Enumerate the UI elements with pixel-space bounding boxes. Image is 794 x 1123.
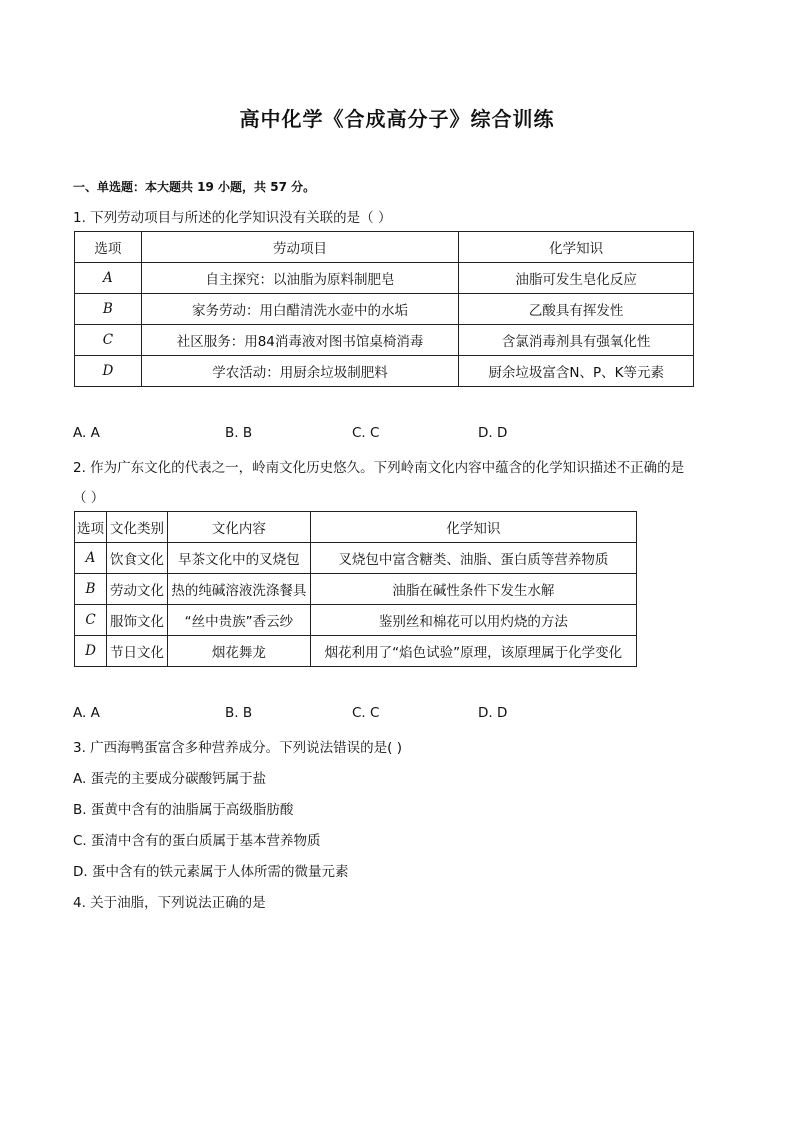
table-header-cell: 化学知识 bbox=[310, 512, 636, 543]
table-row bbox=[75, 294, 694, 325]
table-cell: 热的纯碱溶液洗涤餐具 bbox=[167, 574, 310, 605]
table-row bbox=[75, 356, 694, 387]
table-row bbox=[75, 605, 637, 636]
table-cell: A bbox=[75, 263, 142, 294]
option-b[interactable]: B. B bbox=[225, 425, 253, 441]
table-cell: 油脂在碱性条件下发生水解 bbox=[310, 574, 636, 605]
option-a[interactable]: A. 蛋壳的主要成分碳酸钙属于盐 bbox=[73, 771, 267, 787]
table-cell: 服饰文化 bbox=[107, 605, 168, 636]
table-header-row bbox=[75, 512, 637, 543]
table-row bbox=[75, 574, 637, 605]
table-cell: 学农活动：用厨余垃圾制肥料 bbox=[141, 356, 459, 387]
table-cell: 乙酸具有挥发性 bbox=[459, 294, 694, 325]
option-c[interactable]: C. C bbox=[352, 425, 380, 441]
question-2-options bbox=[73, 705, 773, 725]
option-c[interactable]: C. C bbox=[352, 705, 380, 721]
option-d[interactable]: D. D bbox=[478, 425, 508, 441]
table-cell: 叉烧包中富含糖类、油脂、蛋白质等营养物质 bbox=[310, 543, 636, 574]
option-b[interactable]: B. 蛋黄中含有的油脂属于高级脂肪酸 bbox=[73, 802, 294, 818]
table-row bbox=[75, 325, 694, 356]
option-d[interactable]: D. D bbox=[478, 705, 508, 721]
question-3-stem: 3. 广西海鸭蛋富含多种营养成分。下列说法错误的是( ) bbox=[73, 740, 402, 756]
table-cell: 含氯消毒剂具有强氧化性 bbox=[459, 325, 694, 356]
table-cell: D bbox=[75, 636, 107, 667]
option-d[interactable]: D. 蛋中含有的铁元素属于人体所需的微量元素 bbox=[73, 864, 349, 880]
table-cell: 劳动文化 bbox=[107, 574, 168, 605]
table-header-cell: 文化类别 bbox=[107, 512, 168, 543]
table-cell: D bbox=[75, 356, 142, 387]
table-row bbox=[75, 543, 637, 574]
table-cell: B bbox=[75, 294, 142, 325]
option-a[interactable]: A. A bbox=[73, 705, 100, 721]
table-header-cell: 选项 bbox=[75, 512, 107, 543]
table-cell: 厨余垃圾富含N、P、K等元素 bbox=[459, 356, 694, 387]
table-cell: 节日文化 bbox=[107, 636, 168, 667]
option-c[interactable]: C. 蛋清中含有的蛋白质属于基本营养物质 bbox=[73, 833, 321, 849]
table-cell: 鉴别丝和棉花可以用灼烧的方法 bbox=[310, 605, 636, 636]
question-2-stem: 2. 作为广东文化的代表之一，岭南文化历史悠久。下列岭南文化内容中蕴含的化学知识描述不正确的是 bbox=[73, 460, 685, 476]
table-header-cell: 选项 bbox=[75, 232, 142, 263]
question-1-options bbox=[73, 425, 773, 445]
option-a[interactable]: A. A bbox=[73, 425, 100, 441]
question-1-stem: 1. 下列劳动项目与所述的化学知识没有关联的是（ ） bbox=[73, 210, 392, 226]
option-b[interactable]: B. B bbox=[225, 705, 253, 721]
table-header-cell: 化学知识 bbox=[459, 232, 694, 263]
table-cell: 油脂可发生皂化反应 bbox=[459, 263, 694, 294]
table-cell: C bbox=[75, 605, 107, 636]
table-cell: C bbox=[75, 325, 142, 356]
table-cell: 社区服务：用84消毒液对图书馆桌椅消毒 bbox=[141, 325, 459, 356]
table-row bbox=[75, 636, 637, 667]
table-cell: B bbox=[75, 574, 107, 605]
table-cell: 自主探究：以油脂为原料制肥皂 bbox=[141, 263, 459, 294]
table-cell: 家务劳动：用白醋清洗水壶中的水垢 bbox=[141, 294, 459, 325]
table-cell: 饮食文化 bbox=[107, 543, 168, 574]
question-2-table bbox=[74, 511, 637, 667]
table-header-cell: 劳动项目 bbox=[141, 232, 459, 263]
section-heading: 一、单选题：本大题共 19 小题，共 57 分。 bbox=[73, 180, 316, 194]
table-header-row bbox=[75, 232, 694, 263]
table-row bbox=[75, 263, 694, 294]
question-2-stem-cont: （ ） bbox=[73, 490, 105, 506]
question-1-table bbox=[74, 231, 694, 387]
table-cell: 烟花利用了“焰色试验”原理，该原理属于化学变化 bbox=[310, 636, 636, 667]
table-cell: 烟花舞龙 bbox=[167, 636, 310, 667]
question-4-stem: 4. 关于油脂，下列说法正确的是 bbox=[73, 895, 266, 911]
table-cell: “丝中贵族”香云纱 bbox=[167, 605, 310, 636]
table-cell: A bbox=[75, 543, 107, 574]
page-title: 高中化学《合成高分子》综合训练 bbox=[239, 107, 555, 131]
table-cell: 早茶文化中的叉烧包 bbox=[167, 543, 310, 574]
table-header-cell: 文化内容 bbox=[167, 512, 310, 543]
